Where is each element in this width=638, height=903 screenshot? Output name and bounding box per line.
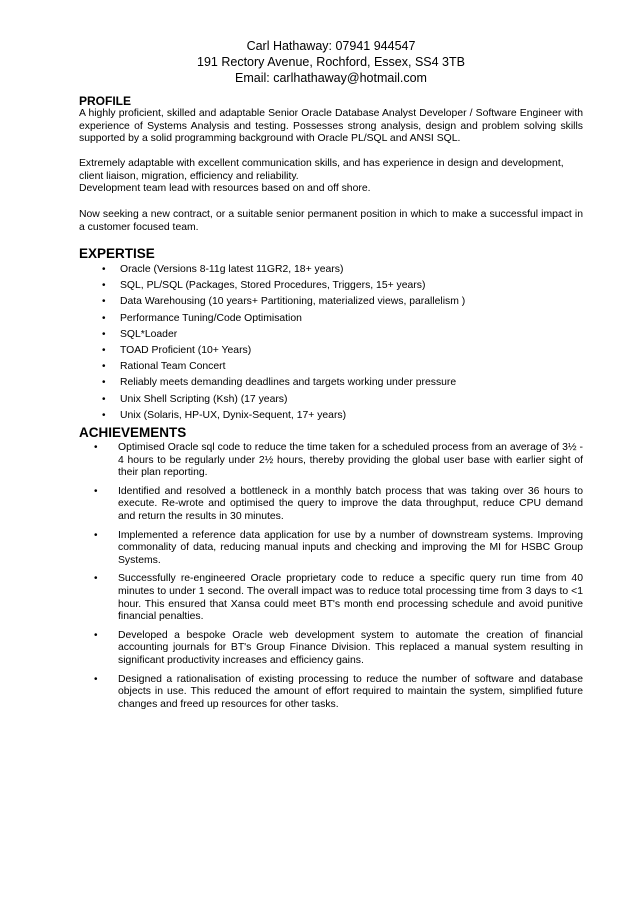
bullet-icon: •	[102, 280, 106, 292]
bullet-icon: •	[102, 377, 106, 389]
expertise-item-text: SQL, PL/SQL (Packages, Stored Procedures, Triggers, 15+ years)	[120, 280, 426, 292]
bullet-icon: •	[94, 442, 98, 453]
expertise-item	[79, 377, 583, 393]
name-phone-line: Carl Hathaway: 07941 944547	[246, 39, 416, 53]
expertise-item	[79, 410, 583, 426]
bullet-icon: •	[102, 312, 106, 324]
achievement-item	[79, 573, 583, 623]
expertise-item	[79, 313, 583, 329]
email-line: Email: carlhathaway@hotmail.com	[235, 71, 427, 85]
achievement-item	[79, 442, 583, 480]
bullet-icon: •	[94, 629, 98, 641]
profile-summary: A highly proficient, skilled and adaptable Senior Oracle Database Analyst Developer / Software Engineer with experience of Systems Analysis and testing. Possesses strong analysis, design and problem solving skills supported by a solid programming background with Oracle PL/SQL and ANSI SQL.	[79, 108, 583, 144]
achievement-item-text: Designed a rationalisation of existing processing to reduce the number of software and database objects in use. This reduced the amount of effort required to maintain the system, simplified future changes and freed up resources for other tasks.	[118, 673, 583, 710]
achievement-item-text: Successfully re-engineered Oracle proprietary code to reduce a specific query run time from 40 minutes to under 1 second. The overall impact was to reduce total processing time from 3 days to <1 hour. This ensured that Xansa could meet BT's month end processing schedule and avoid punitive financial penalties.	[118, 573, 583, 623]
expertise-item-text: Reliably meets demanding deadlines and targets working under pressure	[120, 377, 457, 389]
expertise-item-text: Unix Shell Scripting (Ksh) (17 years)	[120, 393, 288, 405]
expertise-item-text: SQL*Loader	[120, 328, 178, 340]
expertise-item	[79, 329, 583, 345]
expertise-item-text: Performance Tuning/Code Optimisation	[120, 312, 302, 324]
bullet-icon: •	[94, 485, 98, 497]
profile-adaptability	[79, 158, 583, 196]
achievement-item	[79, 530, 583, 568]
bullet-icon: •	[94, 673, 98, 685]
expertise-item	[79, 361, 583, 377]
bullet-icon: •	[102, 296, 106, 308]
bullet-icon: •	[102, 264, 106, 275]
profile-adaptability-line: client liaison, migration, efficiency and reliability.	[79, 170, 299, 182]
profile-adaptability-line: Extremely adaptable with excellent communication skills, and has experience in design and development,	[79, 158, 564, 169]
expertise-item	[79, 345, 583, 361]
achievements-heading: ACHIEVEMENTS	[79, 425, 187, 440]
expertise-item-text: Rational Team Concert	[120, 361, 226, 373]
bullet-icon: •	[102, 328, 106, 340]
expertise-item	[79, 264, 583, 280]
bullet-icon: •	[102, 361, 106, 373]
bullet-icon: •	[94, 573, 98, 585]
bullet-icon: •	[102, 409, 106, 421]
achievement-item-text: Developed a bespoke Oracle web development system to automate the creation of financial accounting journals for BT's Group Finance Division. This replaced a manual system resulting in significant productivity increases and efficiency gains.	[118, 629, 583, 666]
achievement-item-text: Optimised Oracle sql code to reduce the time taken for a scheduled process from an average of 3½ - 4 hours to be regularly under 2½ hours, thereby providing the global user base with earlier sight of their plan reporting.	[118, 442, 583, 479]
expertise-list	[79, 264, 583, 426]
achievements-list	[79, 442, 583, 717]
achievement-item-text: Implemented a reference data application for use by a number of downstream systems. Improving commonality of data, reducing manual inputs and checking and improving the MI for HSBC Group Systems.	[118, 529, 583, 566]
expertise-item	[79, 296, 583, 312]
expertise-item	[79, 394, 583, 410]
achievement-item	[79, 486, 583, 524]
address-line: 191 Rectory Avenue, Rochford, Essex, SS4 3TB	[197, 55, 465, 69]
expertise-item-text: Data Warehousing (10 years+ Partitioning, materialized views, parallelism )	[120, 296, 466, 308]
profile-heading: PROFILE	[79, 94, 132, 108]
bullet-icon: •	[102, 393, 106, 405]
expertise-item	[79, 280, 583, 296]
profile-adaptability-line: Development team lead with resources based on and off shore.	[79, 183, 371, 194]
expertise-item-text: Oracle (Versions 8-11g latest 11GR2, 18+ years)	[120, 264, 344, 275]
achievement-item-text: Identified and resolved a bottleneck in a monthly batch process that was taking over 36 hours to execute. Re-wrote and optimised the query to improve the data throughput, reduce CPU demand and return the results in 30 minutes.	[118, 485, 583, 522]
expertise-item-text: TOAD Proficient (10+ Years)	[120, 344, 252, 356]
expertise-heading: EXPERTISE	[79, 246, 155, 261]
bullet-icon: •	[94, 529, 98, 541]
profile-seeking: Now seeking a new contract, or a suitable senior permanent position in which to make a successful impact in a customer focused team.	[79, 209, 583, 233]
bullet-icon: •	[102, 344, 106, 356]
achievement-item	[79, 630, 583, 668]
contact-header	[79, 38, 583, 86]
expertise-item-text: Unix (Solaris, HP-UX, Dynix-Sequent, 17+ years)	[120, 409, 347, 421]
achievement-item	[79, 674, 583, 712]
